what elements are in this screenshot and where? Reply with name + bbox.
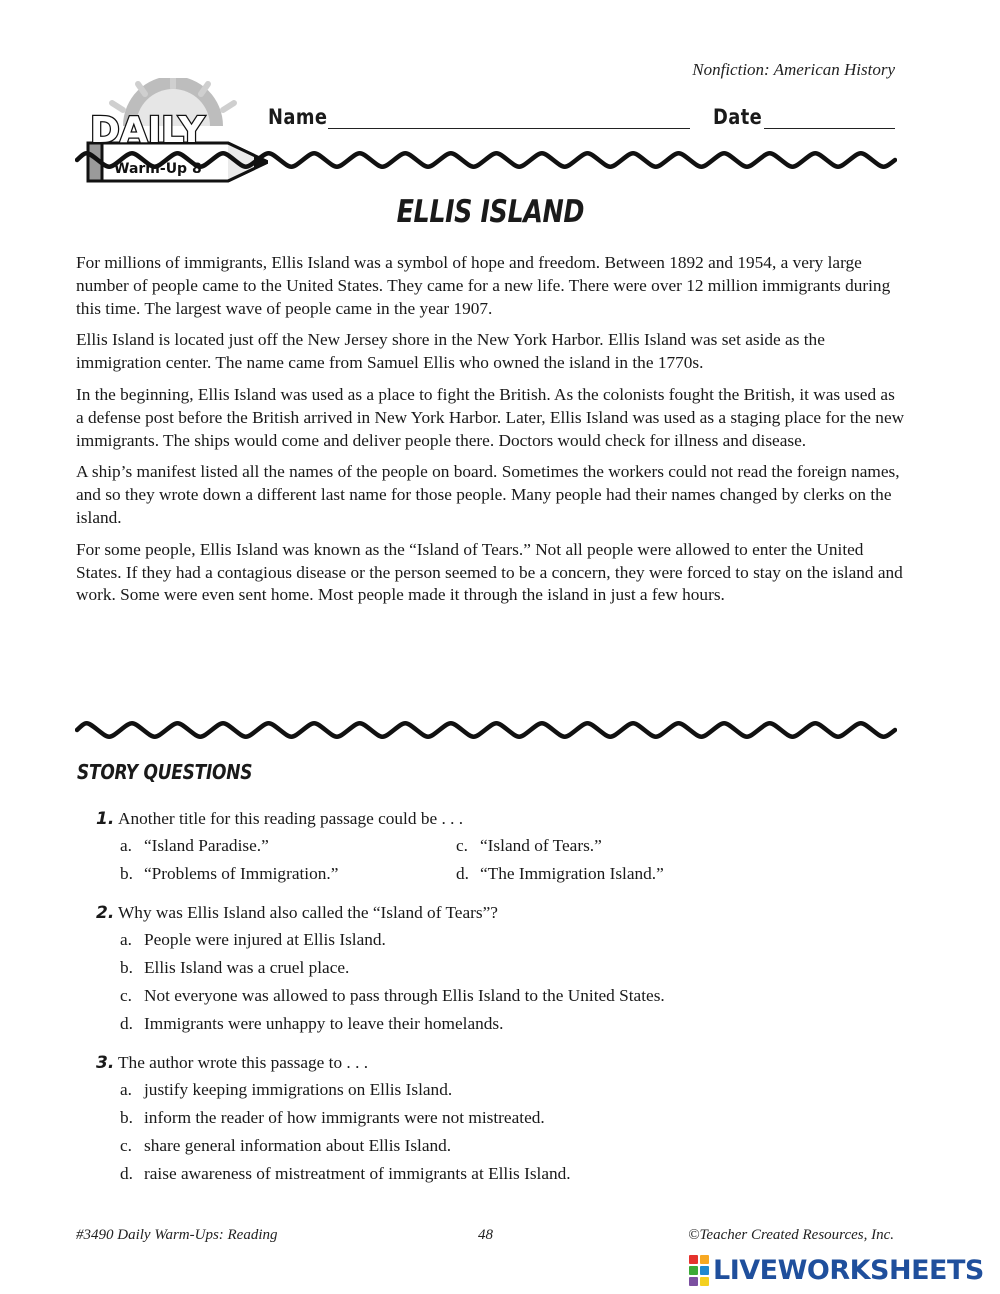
header-wave-divider [75, 148, 897, 172]
passage-paragraph: For some people, Ellis Island was known as the “Island of Tears.” Not all people were allowed to enter the United States. If they had a contagious disease or the person seemed to be a concern, they were forced to stay on the island and work. Some were even sent home. Most people made it through the island in just a few hours. [76, 539, 903, 605]
logo-sub: Warm-Up 8 [114, 161, 202, 177]
answer-option[interactable]: b. “Problems of Immigration.” [120, 864, 339, 883]
date-field[interactable] [764, 128, 895, 129]
answer-option[interactable]: d. Immigrants were unhappy to leave their homelands. [120, 1014, 504, 1033]
answer-option[interactable]: b. inform the reader of how immigrants were not mistreated. [120, 1108, 545, 1127]
passage-paragraph: A ship’s manifest listed all the names of the people on board. Sometimes the workers could not read the foreign names, and so they wrote down a different last name for those people. Many people had their names changed by clerks on the island. [76, 462, 900, 527]
answer-option[interactable]: c. “Island of Tears.” [456, 836, 602, 855]
answer-option[interactable]: a. People were injured at Ellis Island. [120, 930, 386, 949]
question-1 [96, 806, 926, 888]
section-wave-divider [75, 718, 897, 742]
name-label: Name [268, 105, 328, 129]
footer-copyright: ©Teacher Created Resources, Inc. [688, 1227, 894, 1243]
blocks-icon [689, 1255, 709, 1286]
answer-option[interactable]: b. Ellis Island was a cruel place. [120, 958, 350, 977]
question-text: Another title for this reading passage could be . . . [118, 809, 464, 828]
question-number: 3. [96, 1053, 115, 1073]
brand-name: LIVEWORKSHEETS [713, 1254, 984, 1286]
question-2 [96, 900, 926, 1038]
date-label: Date [713, 105, 763, 129]
question-text: Why was Ellis Island also called the “Island of Tears”? [118, 903, 498, 922]
questions-list [96, 806, 926, 1200]
logo-word: DAILY [90, 110, 205, 151]
answer-option[interactable]: c. share general information about Ellis Island. [120, 1136, 452, 1155]
answer-option[interactable]: a. “Island Paradise.” [120, 836, 269, 855]
footer-book-title: #3490 Daily Warm-Ups: Reading [76, 1227, 278, 1243]
liveworksheets-logo[interactable] [689, 1254, 984, 1286]
passage-paragraph: For millions of immigrants, Ellis Island was a symbol of hope and freedom. Between 1892 and 1954, a very large number of people came to the United States. They came for a new life. There were over 12 million immigrants during this time. The largest wave of people came in the year 1907. [76, 253, 891, 318]
story-questions-heading: STORY QUESTIONS [77, 760, 253, 784]
question-3 [96, 1050, 926, 1188]
passage-paragraph: In the beginning, Ellis Island was used as a place to fight the British. As the colonists fought the British, it was used as a defense post before the British arrived in New York Harbor. Later, Ellis Island was used as a staging place for the new immigrants. The ships would come and deliver people there. Doctors would check for illness and disease. [76, 384, 905, 450]
footer-page-number: 48 [478, 1227, 493, 1243]
answer-option[interactable]: d. raise awareness of mistreatment of immigrants at Ellis Island. [120, 1164, 571, 1183]
answer-option[interactable]: c. Not everyone was allowed to pass through Ellis Island to the United States. [120, 986, 665, 1005]
page-title: ELLIS ISLAND [396, 194, 584, 230]
category-label: Nonfiction: American History [692, 60, 895, 79]
answer-option[interactable]: a. justify keeping immigrations on Ellis Island. [120, 1080, 453, 1099]
question-number: 2. [96, 903, 115, 923]
answer-option[interactable]: d. “The Immigration Island.” [456, 864, 664, 883]
question-number: 1. [96, 809, 115, 829]
question-text: The author wrote this passage to . . . [118, 1053, 369, 1072]
reading-passage [76, 252, 906, 616]
name-field[interactable] [328, 128, 690, 129]
passage-paragraph: Ellis Island is located just off the New Jersey shore in the New York Harbor. Ellis Island was set aside as the immigration center. The name came from Samuel Ellis who owned the island in the 1770s. [76, 330, 825, 373]
